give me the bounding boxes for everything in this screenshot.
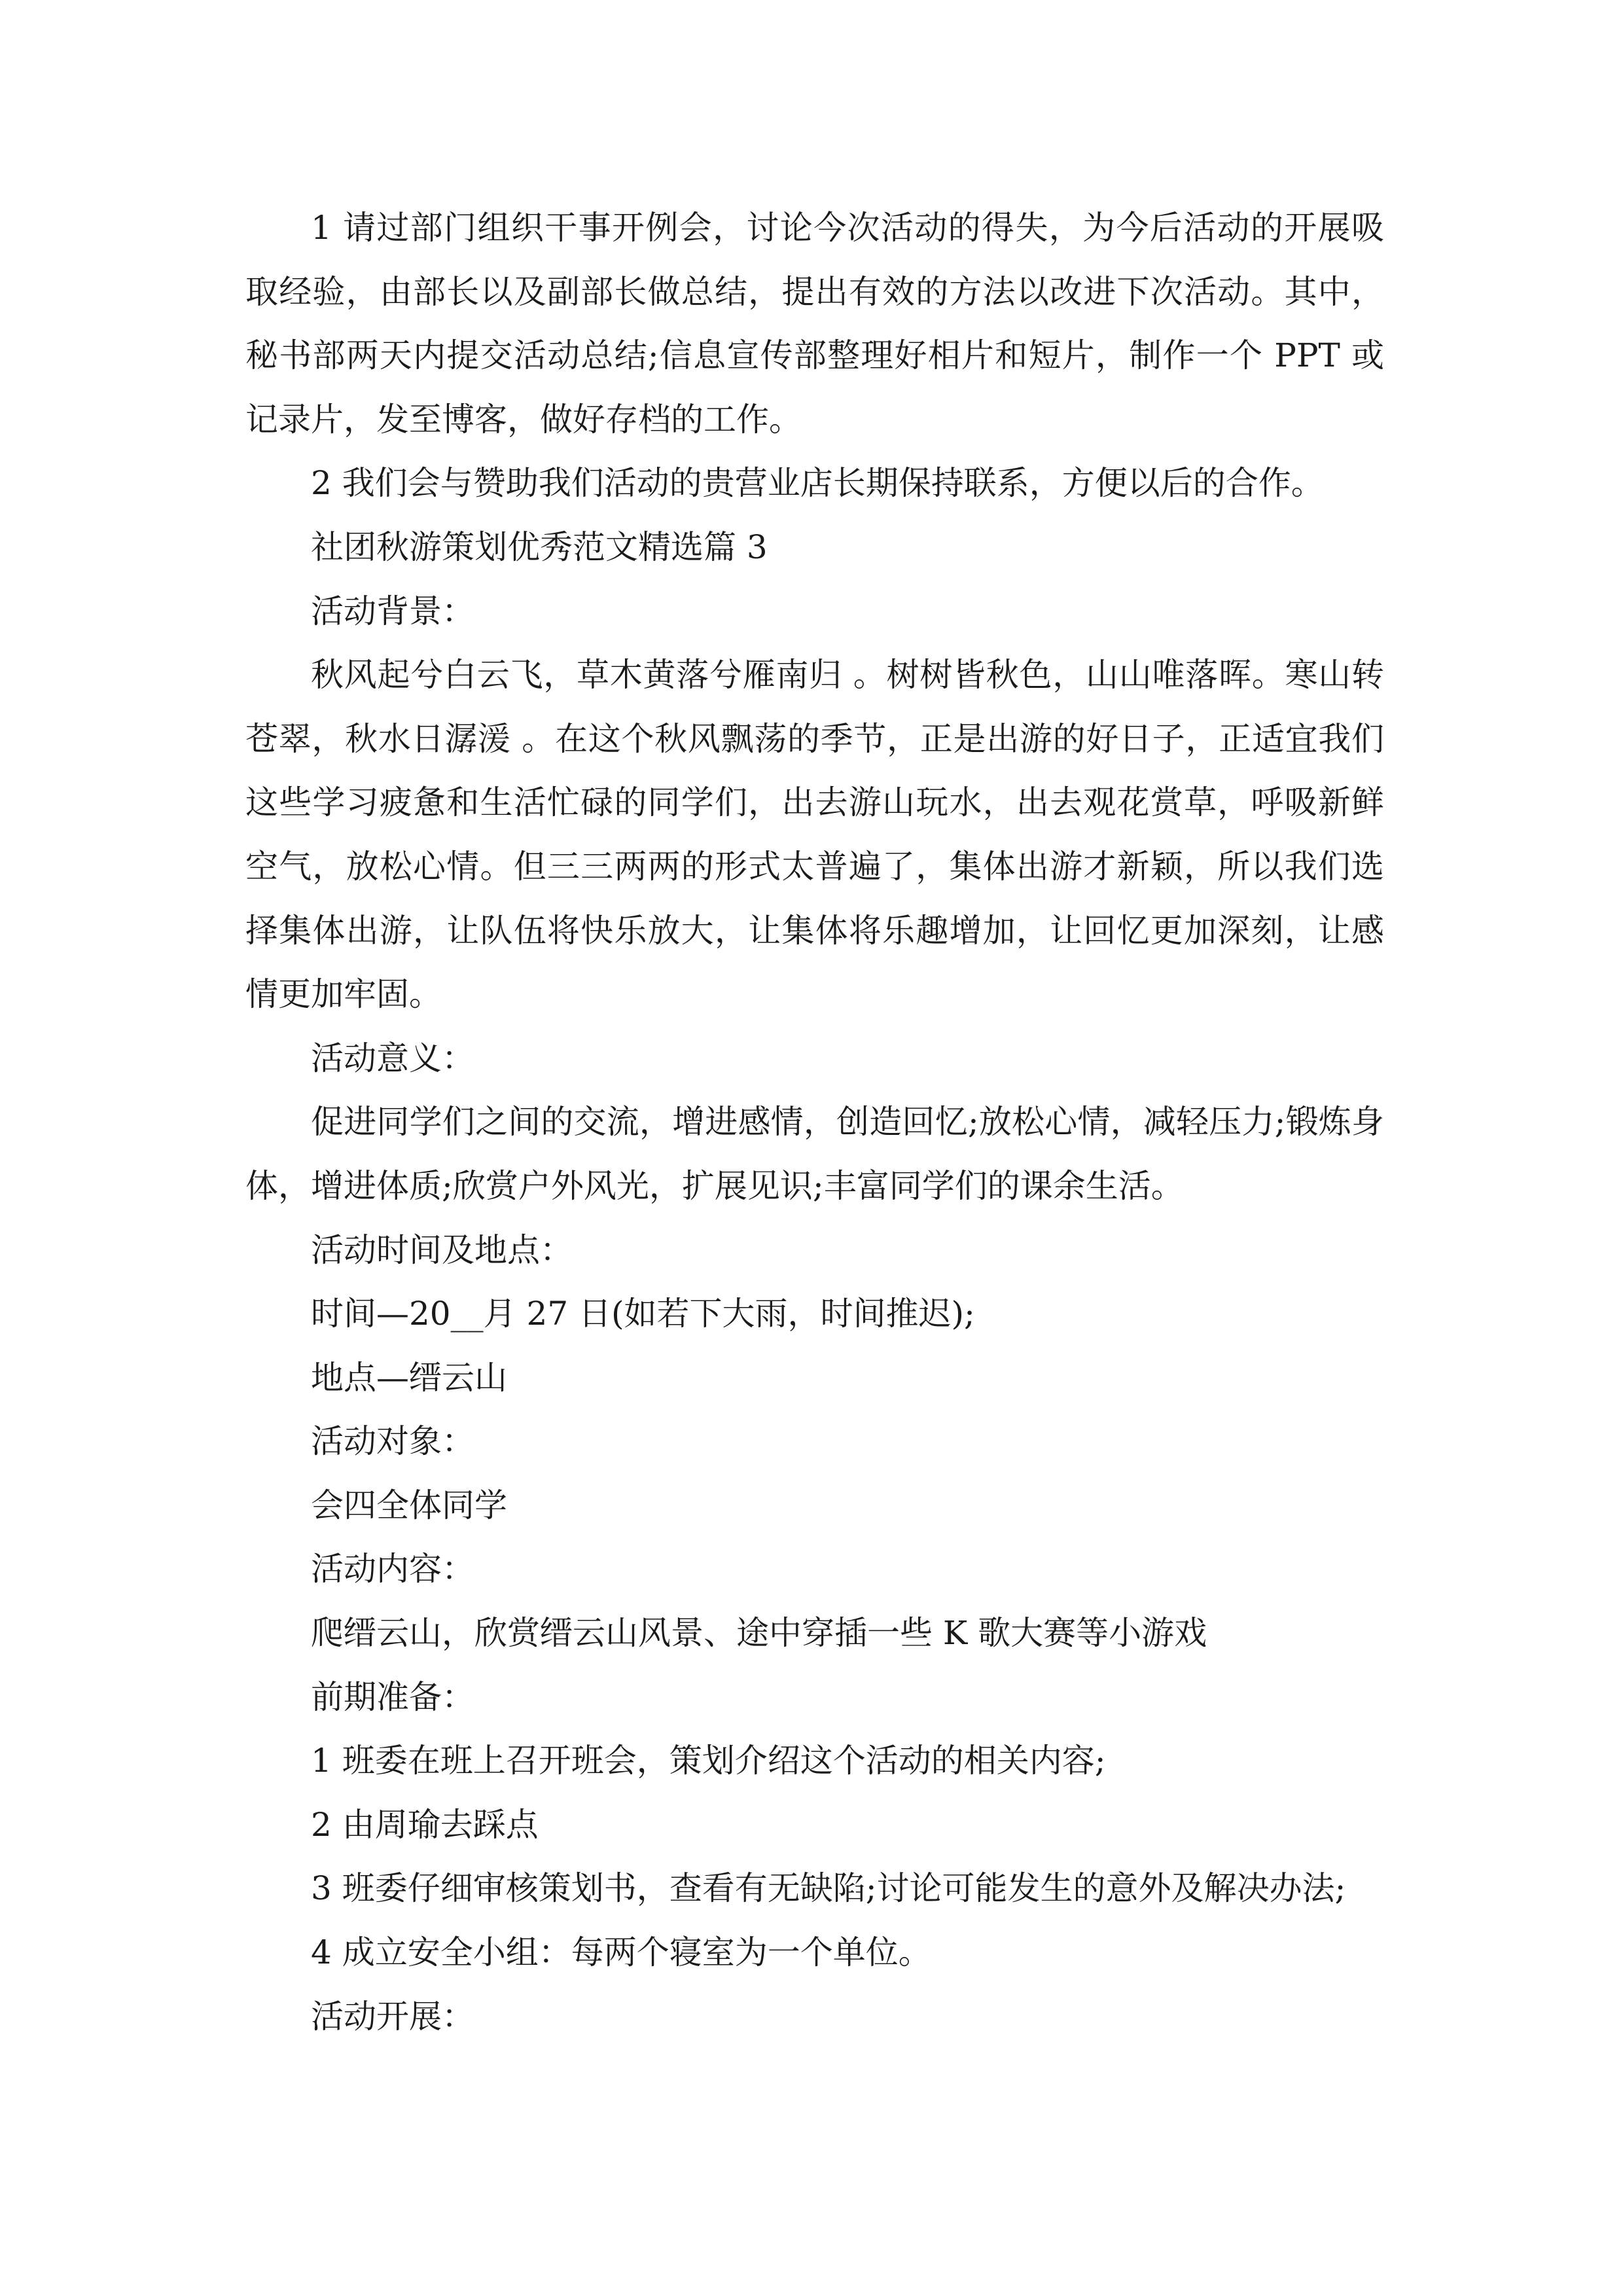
- line-audience: 会四全体同学: [311, 1486, 507, 1524]
- heading-activity-process: 活动开展：: [311, 1997, 474, 2036]
- heading-time-place: 活动时间及地点：: [311, 1230, 573, 1269]
- heading-background: 活动背景：: [311, 592, 474, 630]
- heading-significance: 活动意义：: [311, 1039, 474, 1077]
- section-title: 社团秋游策划优秀范文精选篇 3: [311, 528, 768, 566]
- paragraph-background: 秋风起兮白云飞，草木黄落兮雁南归 。树树皆秋色，山山唯落晖。寒山转苍翠，秋水日潺湲 。在这个秋风飘荡的季节，正是出游的好日子，正适宜我们这些学习疲惫和生活忙碌的同学们，出去游山玩水，出去观花赏草，呼吸新鲜空气，放松心情。但三三两两的形式太普遍了，集体出游才新颖，所以我们选择集体出游，让队伍将快乐放大，让集体将乐趣增加，让回忆更加深刻，让感情更加牢固。: [245, 656, 1384, 1014]
- line-time: 时间—20__月 27 日(如若下大雨，时间推迟);: [311, 1295, 975, 1333]
- line-content: 爬缙云山，欣赏缙云山风景、途中穿插一些 K 歌大赛等小游戏: [311, 1614, 1207, 1653]
- heading-preparation: 前期准备：: [311, 1677, 474, 1716]
- paragraph-sponsor-contact: 2 我们会与赞助我们活动的贵营业店长期保持联系，方便以后的合作。: [311, 464, 1324, 503]
- prep-item: 1 班委在班上召开班会，策划介绍这个活动的相关内容;: [311, 1742, 1106, 1780]
- paragraph-summary-meeting: 1 请过部门组织干事开例会，讨论今次活动的得失，为今后活动的开展吸取经验，由部长以及副部长做总结，提出有效的方法以改进下次活动。其中，秘书部两天内提交活动总结;信息宣传部整理好相片和短片，制作一个 PPT 或记录片，发至博客，做好存档的工作。: [245, 209, 1384, 439]
- prep-item: 4 成立安全小组：每两个寝室为一个单位。: [311, 1933, 931, 1972]
- paragraph-significance: 促进同学们之间的交流，增进感情，创造回忆;放松心情，减轻压力;锻炼身体，增进体质;欣赏户外风光，扩展见识;丰富同学们的课余生活。: [245, 1103, 1384, 1205]
- heading-audience: 活动对象：: [311, 1422, 474, 1461]
- document-body: [245, 196, 1384, 2049]
- prep-item: 3 班委仔细审核策划书，查看有无缺陷;讨论可能发生的意外及解决办法;: [311, 1869, 1346, 1908]
- prep-item: 2 由周瑜去踩点: [311, 1805, 539, 1844]
- line-place: 地点—缙云山: [311, 1358, 507, 1397]
- heading-content: 活动内容：: [311, 1550, 474, 1588]
